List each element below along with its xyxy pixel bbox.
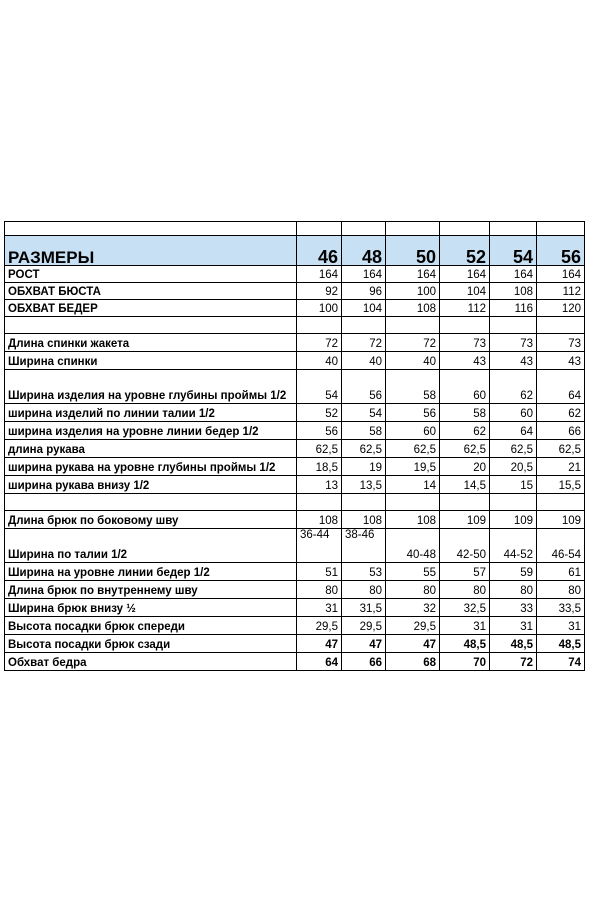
row-label [5, 494, 297, 511]
value-cell: 60 [490, 404, 537, 422]
header-row [5, 236, 585, 266]
value-cell: 19,5 [386, 458, 440, 476]
value-cell: 56 [342, 370, 386, 404]
size-header: 54 [490, 236, 537, 266]
value-cell: 64 [537, 370, 585, 404]
value-cell: 80 [342, 581, 386, 599]
value-cell: 13 [297, 476, 342, 494]
value-cell: 66 [537, 422, 585, 440]
value-cell: 100 [386, 283, 440, 300]
value-cell: 15,5 [537, 476, 585, 494]
value-cell: 104 [440, 283, 490, 300]
value-cell: 120 [537, 300, 585, 317]
value-cell: 44-52 [490, 529, 537, 563]
value-cell: 109 [537, 511, 585, 529]
value-cell: 32,5 [440, 599, 490, 617]
value-cell: 164 [537, 266, 585, 283]
value-cell: 73 [490, 334, 537, 352]
value-cell: 164 [342, 266, 386, 283]
value-cell: 20 [440, 458, 490, 476]
value-cell: 33,5 [537, 599, 585, 617]
value-cell: 43 [440, 352, 490, 370]
value-cell [386, 494, 440, 511]
row-label: Ширина спинки [5, 352, 297, 370]
value-cell: 33 [490, 599, 537, 617]
value-cell: 62 [440, 422, 490, 440]
value-cell: 52 [297, 404, 342, 422]
size-header: 52 [440, 236, 490, 266]
value-cell: 112 [440, 300, 490, 317]
table-row [5, 458, 585, 476]
table-row [5, 563, 585, 581]
value-cell: 56 [386, 404, 440, 422]
value-cell: 54 [297, 370, 342, 404]
table-row [5, 404, 585, 422]
table-cell [537, 222, 585, 236]
value-cell: 31 [297, 599, 342, 617]
value-cell: 61 [537, 563, 585, 581]
row-label: Длина брюк по боковому шву [5, 511, 297, 529]
value-cell: 58 [440, 404, 490, 422]
value-cell [342, 317, 386, 334]
table-row [5, 317, 585, 334]
value-cell: 92 [297, 283, 342, 300]
value-cell: 56 [297, 422, 342, 440]
table-row [5, 511, 585, 529]
row-label: Ширина по талии 1/2 [5, 529, 297, 563]
value-cell: 62,5 [440, 440, 490, 458]
value-cell: 13,5 [342, 476, 386, 494]
value-cell: 64 [490, 422, 537, 440]
row-label: РОСТ [5, 266, 297, 283]
value-cell: 73 [440, 334, 490, 352]
value-cell: 104 [342, 300, 386, 317]
table-row [5, 222, 585, 236]
value-cell: 20,5 [490, 458, 537, 476]
value-cell [537, 494, 585, 511]
value-cell: 14,5 [440, 476, 490, 494]
value-cell: 80 [490, 581, 537, 599]
row-label: Ширина изделия на уровне глубины проймы 1/2 [5, 370, 297, 404]
value-cell: 58 [342, 422, 386, 440]
value-cell: 32 [386, 599, 440, 617]
value-cell: 40 [386, 352, 440, 370]
value-cell: 62,5 [297, 440, 342, 458]
value-cell: 47 [342, 635, 386, 653]
table-row [5, 334, 585, 352]
value-cell: 80 [386, 581, 440, 599]
value-cell: 164 [297, 266, 342, 283]
size-header: 56 [537, 236, 585, 266]
value-cell: 14 [386, 476, 440, 494]
table-cell [440, 222, 490, 236]
value-cell [537, 317, 585, 334]
value-cell: 40 [297, 352, 342, 370]
table-row [5, 581, 585, 599]
value-cell: 62 [490, 370, 537, 404]
value-cell: 164 [440, 266, 490, 283]
table-row [5, 370, 585, 404]
value-cell: 40 [342, 352, 386, 370]
value-cell: 47 [386, 635, 440, 653]
table-row [5, 440, 585, 458]
value-cell: 57 [440, 563, 490, 581]
table-cell [342, 222, 386, 236]
value-cell: 21 [537, 458, 585, 476]
row-label: ширина изделия на уровне линии бедер 1/2 [5, 422, 297, 440]
value-cell: 72 [342, 334, 386, 352]
value-cell: 62,5 [490, 440, 537, 458]
value-cell: 48,5 [440, 635, 490, 653]
row-label: Длина спинки жакета [5, 334, 297, 352]
row-label: ширина рукава внизу 1/2 [5, 476, 297, 494]
value-cell: 100 [297, 300, 342, 317]
value-cell [440, 317, 490, 334]
value-cell [297, 494, 342, 511]
value-cell: 51 [297, 563, 342, 581]
table-row [5, 476, 585, 494]
table-row [5, 422, 585, 440]
row-label: Длина брюк по внутреннему шву [5, 581, 297, 599]
value-cell: 15 [490, 476, 537, 494]
value-cell: 36-44 [297, 529, 342, 563]
value-cell: 43 [537, 352, 585, 370]
header-label: РАЗМЕРЫ [5, 236, 297, 266]
row-label: ширина изделий по линии талии 1/2 [5, 404, 297, 422]
value-cell: 164 [490, 266, 537, 283]
row-label: длина рукава [5, 440, 297, 458]
value-cell: 48,5 [490, 635, 537, 653]
value-cell: 73 [537, 334, 585, 352]
value-cell: 96 [342, 283, 386, 300]
value-cell: 62 [537, 404, 585, 422]
value-cell: 31 [537, 617, 585, 635]
value-cell: 74 [537, 653, 585, 671]
value-cell [386, 317, 440, 334]
value-cell: 112 [537, 283, 585, 300]
value-cell: 60 [440, 370, 490, 404]
table-row [5, 529, 585, 563]
value-cell [440, 494, 490, 511]
value-cell: 29,5 [386, 617, 440, 635]
value-cell: 58 [386, 370, 440, 404]
value-cell: 164 [386, 266, 440, 283]
table-cell [490, 222, 537, 236]
value-cell: 116 [490, 300, 537, 317]
table-row [5, 283, 585, 300]
value-cell [490, 317, 537, 334]
table-row [5, 266, 585, 283]
table-row [5, 653, 585, 671]
value-cell: 19 [342, 458, 386, 476]
value-cell: 109 [490, 511, 537, 529]
value-cell: 80 [537, 581, 585, 599]
value-cell: 54 [342, 404, 386, 422]
table-row [5, 599, 585, 617]
value-cell: 53 [342, 563, 386, 581]
size-header: 48 [342, 236, 386, 266]
table-row [5, 635, 585, 653]
value-cell: 29,5 [342, 617, 386, 635]
size-header: 46 [297, 236, 342, 266]
value-cell: 108 [297, 511, 342, 529]
value-cell: 62,5 [386, 440, 440, 458]
value-cell: 31 [490, 617, 537, 635]
value-cell: 29,5 [297, 617, 342, 635]
value-cell: 62,5 [537, 440, 585, 458]
value-cell: 80 [440, 581, 490, 599]
row-label: ширина рукава на уровне глубины проймы 1/2 [5, 458, 297, 476]
value-cell: 47 [297, 635, 342, 653]
value-cell: 66 [342, 653, 386, 671]
row-label: Ширина на уровне линии бедер 1/2 [5, 563, 297, 581]
value-cell: 31 [440, 617, 490, 635]
row-label: Обхват бедра [5, 653, 297, 671]
value-cell: 108 [386, 511, 440, 529]
value-cell: 55 [386, 563, 440, 581]
value-cell: 70 [440, 653, 490, 671]
size-chart-table [4, 221, 585, 671]
value-cell [297, 317, 342, 334]
row-label: ОБХВАТ БЮСТА [5, 283, 297, 300]
value-cell: 38-46 [342, 529, 386, 563]
table-row [5, 617, 585, 635]
value-cell: 59 [490, 563, 537, 581]
value-cell: 109 [440, 511, 490, 529]
value-cell: 31,5 [342, 599, 386, 617]
value-cell: 60 [386, 422, 440, 440]
value-cell [342, 494, 386, 511]
value-cell: 40-48 [386, 529, 440, 563]
row-label: Высота посадки брюк сзади [5, 635, 297, 653]
table-cell [5, 222, 297, 236]
value-cell: 68 [386, 653, 440, 671]
value-cell: 72 [297, 334, 342, 352]
value-cell: 62,5 [342, 440, 386, 458]
value-cell: 72 [490, 653, 537, 671]
value-cell: 42-50 [440, 529, 490, 563]
value-cell: 46-54 [537, 529, 585, 563]
row-label: Высота посадки брюк спереди [5, 617, 297, 635]
value-cell: 48,5 [537, 635, 585, 653]
table-cell [297, 222, 342, 236]
row-label: ОБХВАТ БЕДЕР [5, 300, 297, 317]
size-header: 50 [386, 236, 440, 266]
value-cell: 108 [342, 511, 386, 529]
value-cell: 108 [490, 283, 537, 300]
table-row [5, 352, 585, 370]
value-cell: 64 [297, 653, 342, 671]
value-cell: 108 [386, 300, 440, 317]
value-cell: 43 [490, 352, 537, 370]
row-label: Ширина брюк внизу ½ [5, 599, 297, 617]
value-cell [490, 494, 537, 511]
value-cell: 80 [297, 581, 342, 599]
table-row [5, 300, 585, 317]
table-row [5, 494, 585, 511]
value-cell: 18,5 [297, 458, 342, 476]
value-cell: 72 [386, 334, 440, 352]
table-cell [386, 222, 440, 236]
row-label [5, 317, 297, 334]
